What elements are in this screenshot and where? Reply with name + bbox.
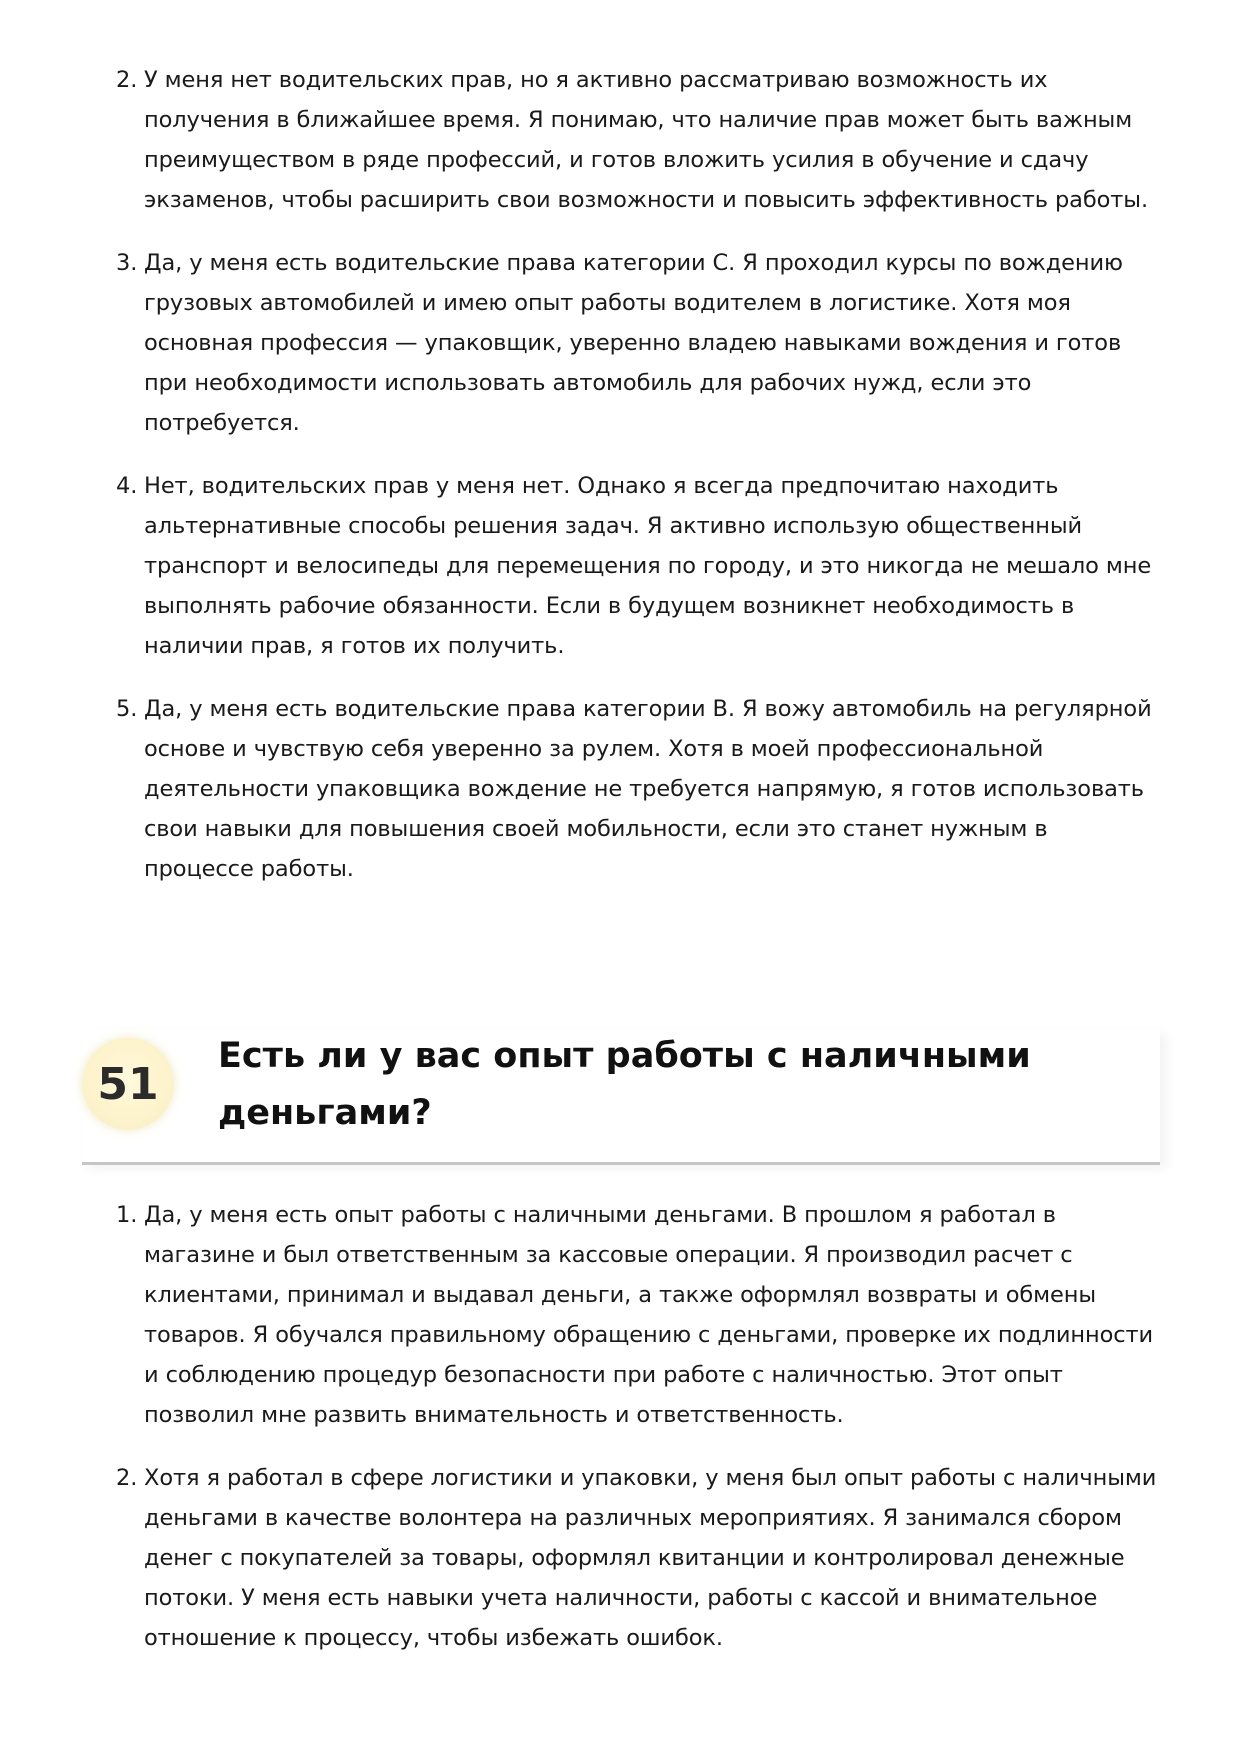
list-item (82, 689, 1162, 889)
list-item (82, 1458, 1162, 1658)
list-item-number: 2. (116, 67, 138, 93)
list-item (82, 466, 1162, 666)
list-item-number: 1. (116, 1202, 138, 1228)
list-item-text: Да, у меня есть водительские права категории C. Я проходил курсы по вождению грузовых автомобилей и имею опыт работы водителем в логистике. Хотя моя основная профессия — упаковщик, уверенно владею навыками вождения и готов при необходимости использовать автомобиль для рабочих нужд, если это потребуется. (144, 250, 1123, 436)
list-item (82, 243, 1162, 443)
list-item-number: 5. (116, 696, 138, 722)
answer-list-previous (82, 60, 1162, 912)
question-title: Есть ли у вас опыт работы с наличными деньгами? (218, 1036, 1031, 1133)
list-item-number: 3. (116, 250, 138, 276)
list-item-text: Да, у меня есть водительские права категории B. Я вожу автомобиль на регулярной основе и чувствую себя уверенно за рулем. Хотя в моей профессиональной деятельности упаковщика вождение не требуется напрямую, я готов использовать свои навыки для повышения своей мобильности, если это станет нужным в процессе работы. (144, 696, 1152, 882)
list-item-number: 2. (116, 1465, 138, 1491)
list-item-text: Хотя я работал в сфере логистики и упаковки, у меня был опыт работы с наличными деньгами в качестве волонтера на различных мероприятиях. Я занимался сбором денег с покупателей за товары, оформлял квитанции и контролировал денежные потоки. У меня есть навыки учета наличности, работы с кассой и внимательное отношение к процессу, чтобы избежать ошибок. (144, 1465, 1157, 1651)
list-item-text: У меня нет водительских прав, но я активно рассматриваю возможность их получения в ближайшее время. Я понимаю, что наличие прав может быть важным преимуществом в ряде профессий, и готов вложить усилия в обучение и сдачу экзаменов, чтобы расширить свои возможности и повысить эффективность работы. (144, 67, 1149, 213)
list-item-number: 4. (116, 473, 138, 499)
list-item-text: Нет, водительских прав у меня нет. Однако я всегда предпочитаю находить альтернативные способы решения задач. Я активно использую общественный транспорт и велосипеды для перемещения по городу, и это никогда не мешало мне выполнять рабочие обязанности. Если в будущем возникнет необходимость в наличии прав, я готов их получить. (144, 473, 1152, 659)
list-item (82, 1195, 1162, 1435)
list-item (82, 60, 1162, 220)
answer-list-current (82, 1195, 1162, 1681)
question-number-badge: 51 (82, 1038, 174, 1130)
list-item-text: Да, у меня есть опыт работы с наличными деньгами. В прошлом я работал в магазине и был ответственным за кассовые операции. Я производил расчет с клиентами, принимал и выдавал деньги, а также оформлял возвраты и обмены товаров. Я обучался правильному обращению с деньгами, проверке их подлинности и соблюдению процедур безопасности при работе с наличностью. Этот опыт позволил мне развить внимательность и ответственность. (144, 1202, 1154, 1428)
question-header (82, 1030, 1160, 1165)
